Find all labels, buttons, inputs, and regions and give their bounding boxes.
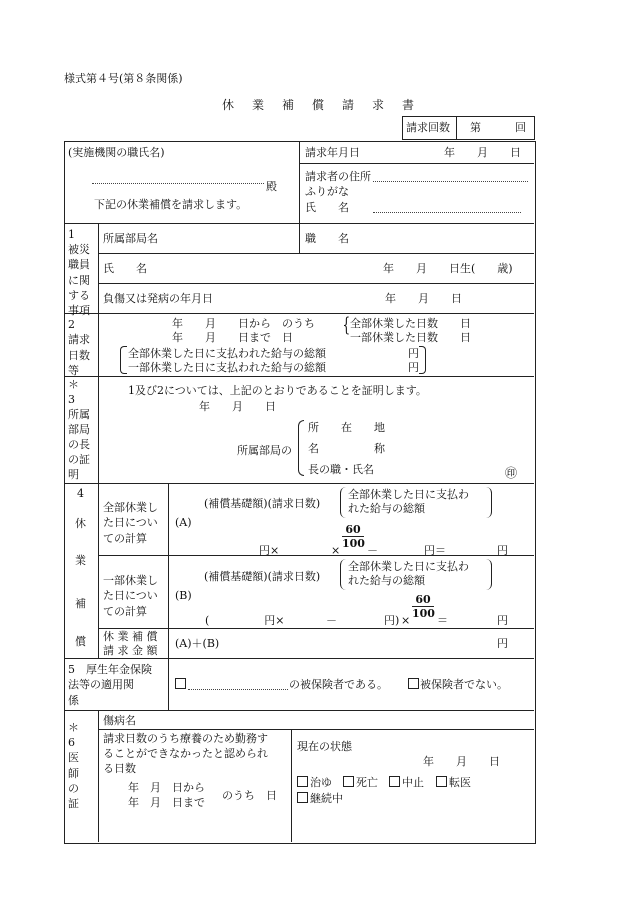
partial-times: × [401,614,411,627]
full-times: × [331,544,341,557]
seal-mark: ㊞ [505,466,518,480]
not-insured-text: 被保険者でない。 [420,678,508,691]
full-fraction [342,523,364,550]
injury-date-label: 負傷又は発病の年月日 [103,292,213,305]
full-yen: 円 [497,544,508,557]
period-to: 年 月 日まで 日 [172,331,293,344]
full-yen-equals: 円＝ [424,544,446,557]
days-left-brace: { [342,312,351,336]
total-label: 休 業 補 償 請 求 金 額 [103,630,158,657]
doctor-within: のうち 日 [222,789,277,802]
dept-head-name-label: 長の職・氏名 [308,463,374,476]
status-option-transfer[interactable]: 転医 [436,776,471,789]
dept-head-label: 所属部局の [237,444,292,457]
full-wage-label: 全部休業した日に支払われた給与の総額 [128,347,326,360]
full-base-label: (補償基礎額)(請求日数) [204,497,321,510]
full-yen-times: 円× [259,544,280,557]
partial-fraction [412,593,434,620]
period-from: 年 月 日から のうち [172,317,315,330]
department-label: 所属部局名 [103,232,158,245]
doctor-days-label: 請求日数のうち療養のため勤務す ることができなかったと認められ る日数 [103,732,268,775]
disease-label: 傷病名 [103,714,136,727]
status-date: 年 月 日 [423,755,500,768]
dept-brace [298,420,304,476]
doctor-to: 年 月 日まで [128,796,205,809]
section4-char-3: 補 [75,597,86,610]
partial-minus: － [326,614,337,627]
claim-date-label: 請求年月日 [305,146,360,159]
insured-text: の被保険者である。 [289,678,388,691]
partial-wage-paren-text: 全部休業した日に支払わ れた給与の総額 [348,560,469,588]
partial-days: 一部休業した日数 日 [350,331,471,344]
request-text: 下記の休業補償を請求します。 [94,198,248,211]
full-days: 全部休業した日数 日 [350,317,471,330]
claim-count-suffix: 回 [515,121,526,134]
section6-heading: ＊ 6 医 師 の 証 [68,721,79,810]
birth-units: 年 月 日生( 歳) [383,262,513,275]
full-wage-paren-text: 全部休業した日に支払わ れた給与の総額 [348,488,469,516]
status-option-stopped[interactable]: 中止 [389,776,424,789]
partial-fraction-num: 60 [412,593,434,607]
partial-paren-yen-close: 円) [384,614,400,627]
certify-text: 1及び2については、上記のとおりであることを証明します。 [128,384,427,397]
partial-wage-label: 一部休業した日に支払われた給与の総額 [128,361,326,374]
full-minus: － [367,544,378,557]
certify-date-units: 年 月 日 [199,400,276,413]
injury-date-units: 年 月 日 [385,292,462,305]
status-label: 現在の状態 [297,740,352,753]
status-option-continuing[interactable]: 継続中 [297,792,343,805]
partial-calc-label: 一部休業し た日につい ての計算 [103,574,158,618]
claim-count-label: 請求回数 [406,121,450,134]
furigana-label: ふりがな [305,185,349,198]
section3-heading: ＊ 3 所属 部局 の長 の証 明 [68,378,90,481]
full-fraction-den: 100 [342,537,365,550]
full-calc-label: 全部休業し た日につい ての計算 [103,501,158,545]
job-label: 職 名 [305,232,349,245]
full-fraction-num: 60 [342,523,364,537]
institution-label: (実施機関の職氏名) [68,146,165,159]
partial-base-label: (補償基礎額)(請求日数) [204,570,321,583]
status-option-death[interactable]: 死亡 [343,776,378,789]
insured-checkbox[interactable] [175,678,188,691]
total-formula: (A)＋(B) [175,637,220,650]
partial-wage-yen: 円 [408,361,419,374]
full-wage-yen: 円 [408,347,419,360]
partial-yen: 円 [497,614,508,627]
section5-heading: 5 厚生年金保険 法等の適用関 係 [68,663,152,707]
section4-char-4: 償 [75,635,86,648]
doctor-from: 年 月 日から [128,781,205,794]
form-number: 様式第４号(第８条関係) [64,72,183,85]
wage-left-bracket [120,346,127,374]
section4-char-1: 休 [75,517,86,530]
a-mark: (A) [175,516,192,529]
dept-address-label: 所 在 地 [308,421,385,434]
partial-paren-yen-times: ( 円× [205,614,285,627]
claim-date-units: 年 月 日 [444,146,521,159]
wage-right-bracket [419,346,426,374]
b-mark: (B) [175,589,192,602]
section4-char-2: 業 [75,554,86,567]
partial-fraction-den: 100 [412,607,435,620]
dono-label: 殿 [266,180,277,193]
form-title: 休 業 補 償 請 求 書 [222,98,418,112]
claimant-name-label: 氏 名 [305,201,349,214]
section4-number: 4 [77,487,84,500]
partial-equals: ＝ [437,614,448,627]
victim-name-label: 氏 名 [103,262,147,275]
section2-heading: 2 請求 日数 等 [68,318,90,378]
section1-heading: 1 被災 職員 に関 する 事項 [68,228,90,317]
status-option-cured[interactable]: 治ゆ [297,776,332,789]
claim-count-prefix: 第 [470,121,481,134]
address-label: 請求者の住所 [305,170,371,183]
total-yen: 円 [497,637,508,650]
dept-name-label: 名 称 [308,442,385,455]
